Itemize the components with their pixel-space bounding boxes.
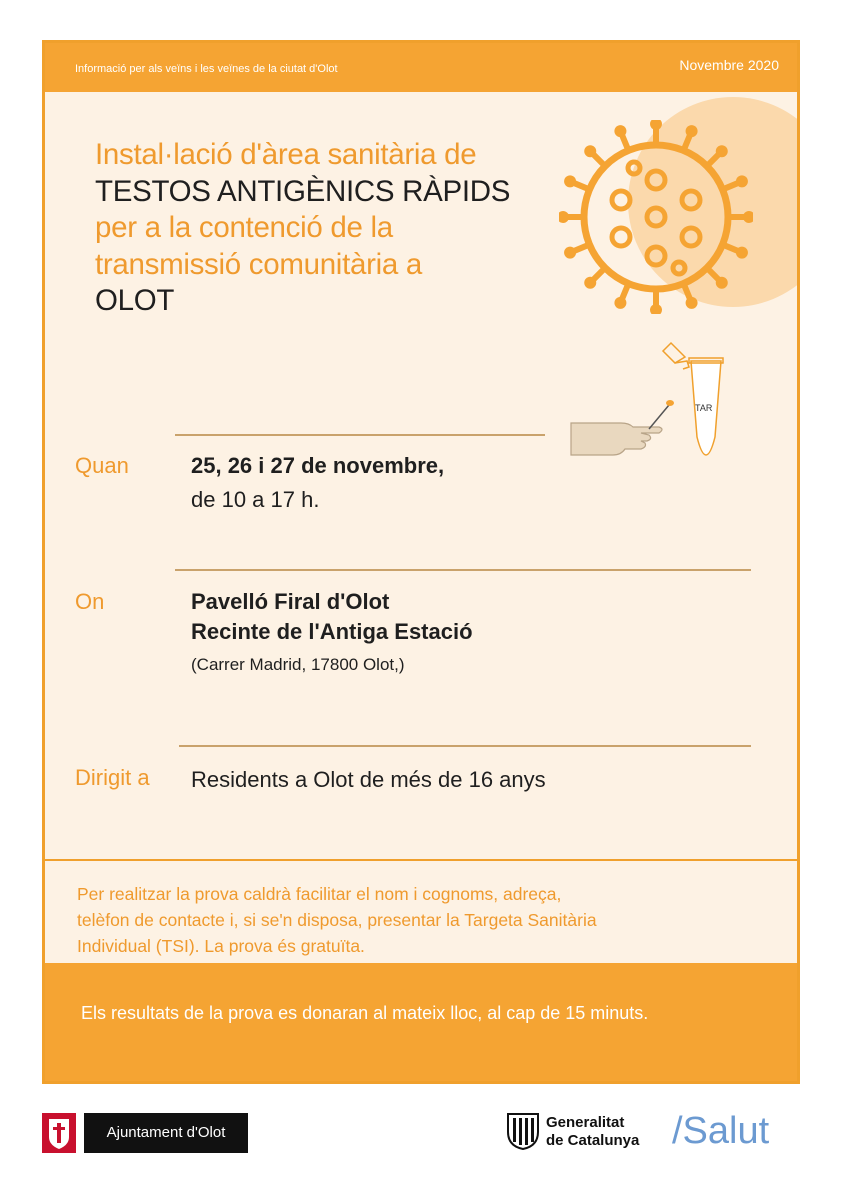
where-label: On [75,589,105,614]
header-date: Novembre 2020 [679,57,779,73]
when-dates: 25, 26 i 27 de novembre, [191,453,445,478]
antigen-test-illustration [563,325,743,475]
virus-spike [725,183,737,188]
title-line-3: per a la contenció de la [95,211,393,244]
ajuntament-olot-logo [42,1113,248,1153]
virus-spike-tip [650,120,662,130]
virus-spike [594,270,603,279]
virus-spike [709,270,718,279]
virus-spike [575,246,587,251]
note-line-1: Per realitzar la prova caldrà facilitar el nom i cognoms, adreça, [77,884,562,904]
virus-spike-tip [584,145,596,157]
virus-spike [622,136,627,148]
where-venue: Pavelló Firal d'Olot [191,589,390,614]
virus-spike [685,286,690,298]
title-line-1: Instal·lació d'àrea sanitària de [95,138,477,171]
virus-spike-tip [564,175,576,187]
virus-spike-tip [564,247,576,259]
salut-logo: /Salut [672,1110,770,1152]
title-line-2: TESTOS ANTIGÈNICS RÀPIDS [95,174,511,208]
olot-shield-icon [42,1113,76,1153]
when-hours: de 10 a 17 h. [191,487,320,512]
virus-spike-tip [716,145,728,157]
virus-spike-tip [614,125,626,137]
virus-spike-tip [614,297,626,309]
virus-spike-tip [686,125,698,137]
title-line-4: transmissió comunitària a [95,247,422,281]
virus-spike-tip [736,247,748,259]
target-label: Dirigit a [75,765,150,790]
target-value: Residents a Olot de més de 16 anys [191,767,546,792]
where-address: (Carrer Madrid, 17800 Olot,) [191,655,405,674]
results-bar [45,963,797,1084]
virus-spike [725,246,737,251]
olot-logo-text: Ajuntament d'Olot [84,1113,248,1153]
swab-icon [649,400,674,429]
when-label: Quan [75,453,129,478]
virus-icon [559,120,753,314]
virus-spike [594,155,603,164]
generalitat-line-1: Generalitat [546,1114,625,1131]
virus-spike [685,136,690,148]
requirements-note [77,881,777,959]
virus-spike [709,155,718,164]
note-line-3: Individual (TSI). La prova és gratuïta. [77,936,365,956]
virus-spike-tip [584,277,596,289]
rule-target [179,745,751,747]
rule-when [175,434,545,436]
note-line-2: telèfon de contacte i, si se'n disposa, presentar la Targeta Sanitària [77,910,597,930]
header-info: Informació per als veïns i les veïnes de la ciutat d'Olot [75,63,338,75]
virus-spike-tip [743,211,753,223]
results-text: Els resultats de la prova es donaran al mateix lloc, al cap de 15 minuts. [81,1003,649,1023]
virus-spike [575,183,587,188]
title-line-5: OLOT [95,284,175,317]
where-site: Recinte de l'Antiga Estació [191,619,473,644]
section-divider [45,859,797,861]
hand-icon [571,423,662,455]
generalitat-logo [506,1110,666,1154]
test-tube-icon [663,343,723,455]
virus-spike-tip [686,297,698,309]
poster [42,40,800,1084]
generalitat-line-2: de Catalunya [546,1132,640,1149]
header-bar [45,43,797,92]
virus-spike [622,286,627,298]
rule-where [175,569,751,571]
virus-spike-tip [650,304,662,314]
page-title [95,137,565,320]
generalitat-emblem-icon [506,1110,540,1150]
tube-label: TAR [695,403,713,413]
virus-spike-tip [736,175,748,187]
virus-spike-tip [716,277,728,289]
